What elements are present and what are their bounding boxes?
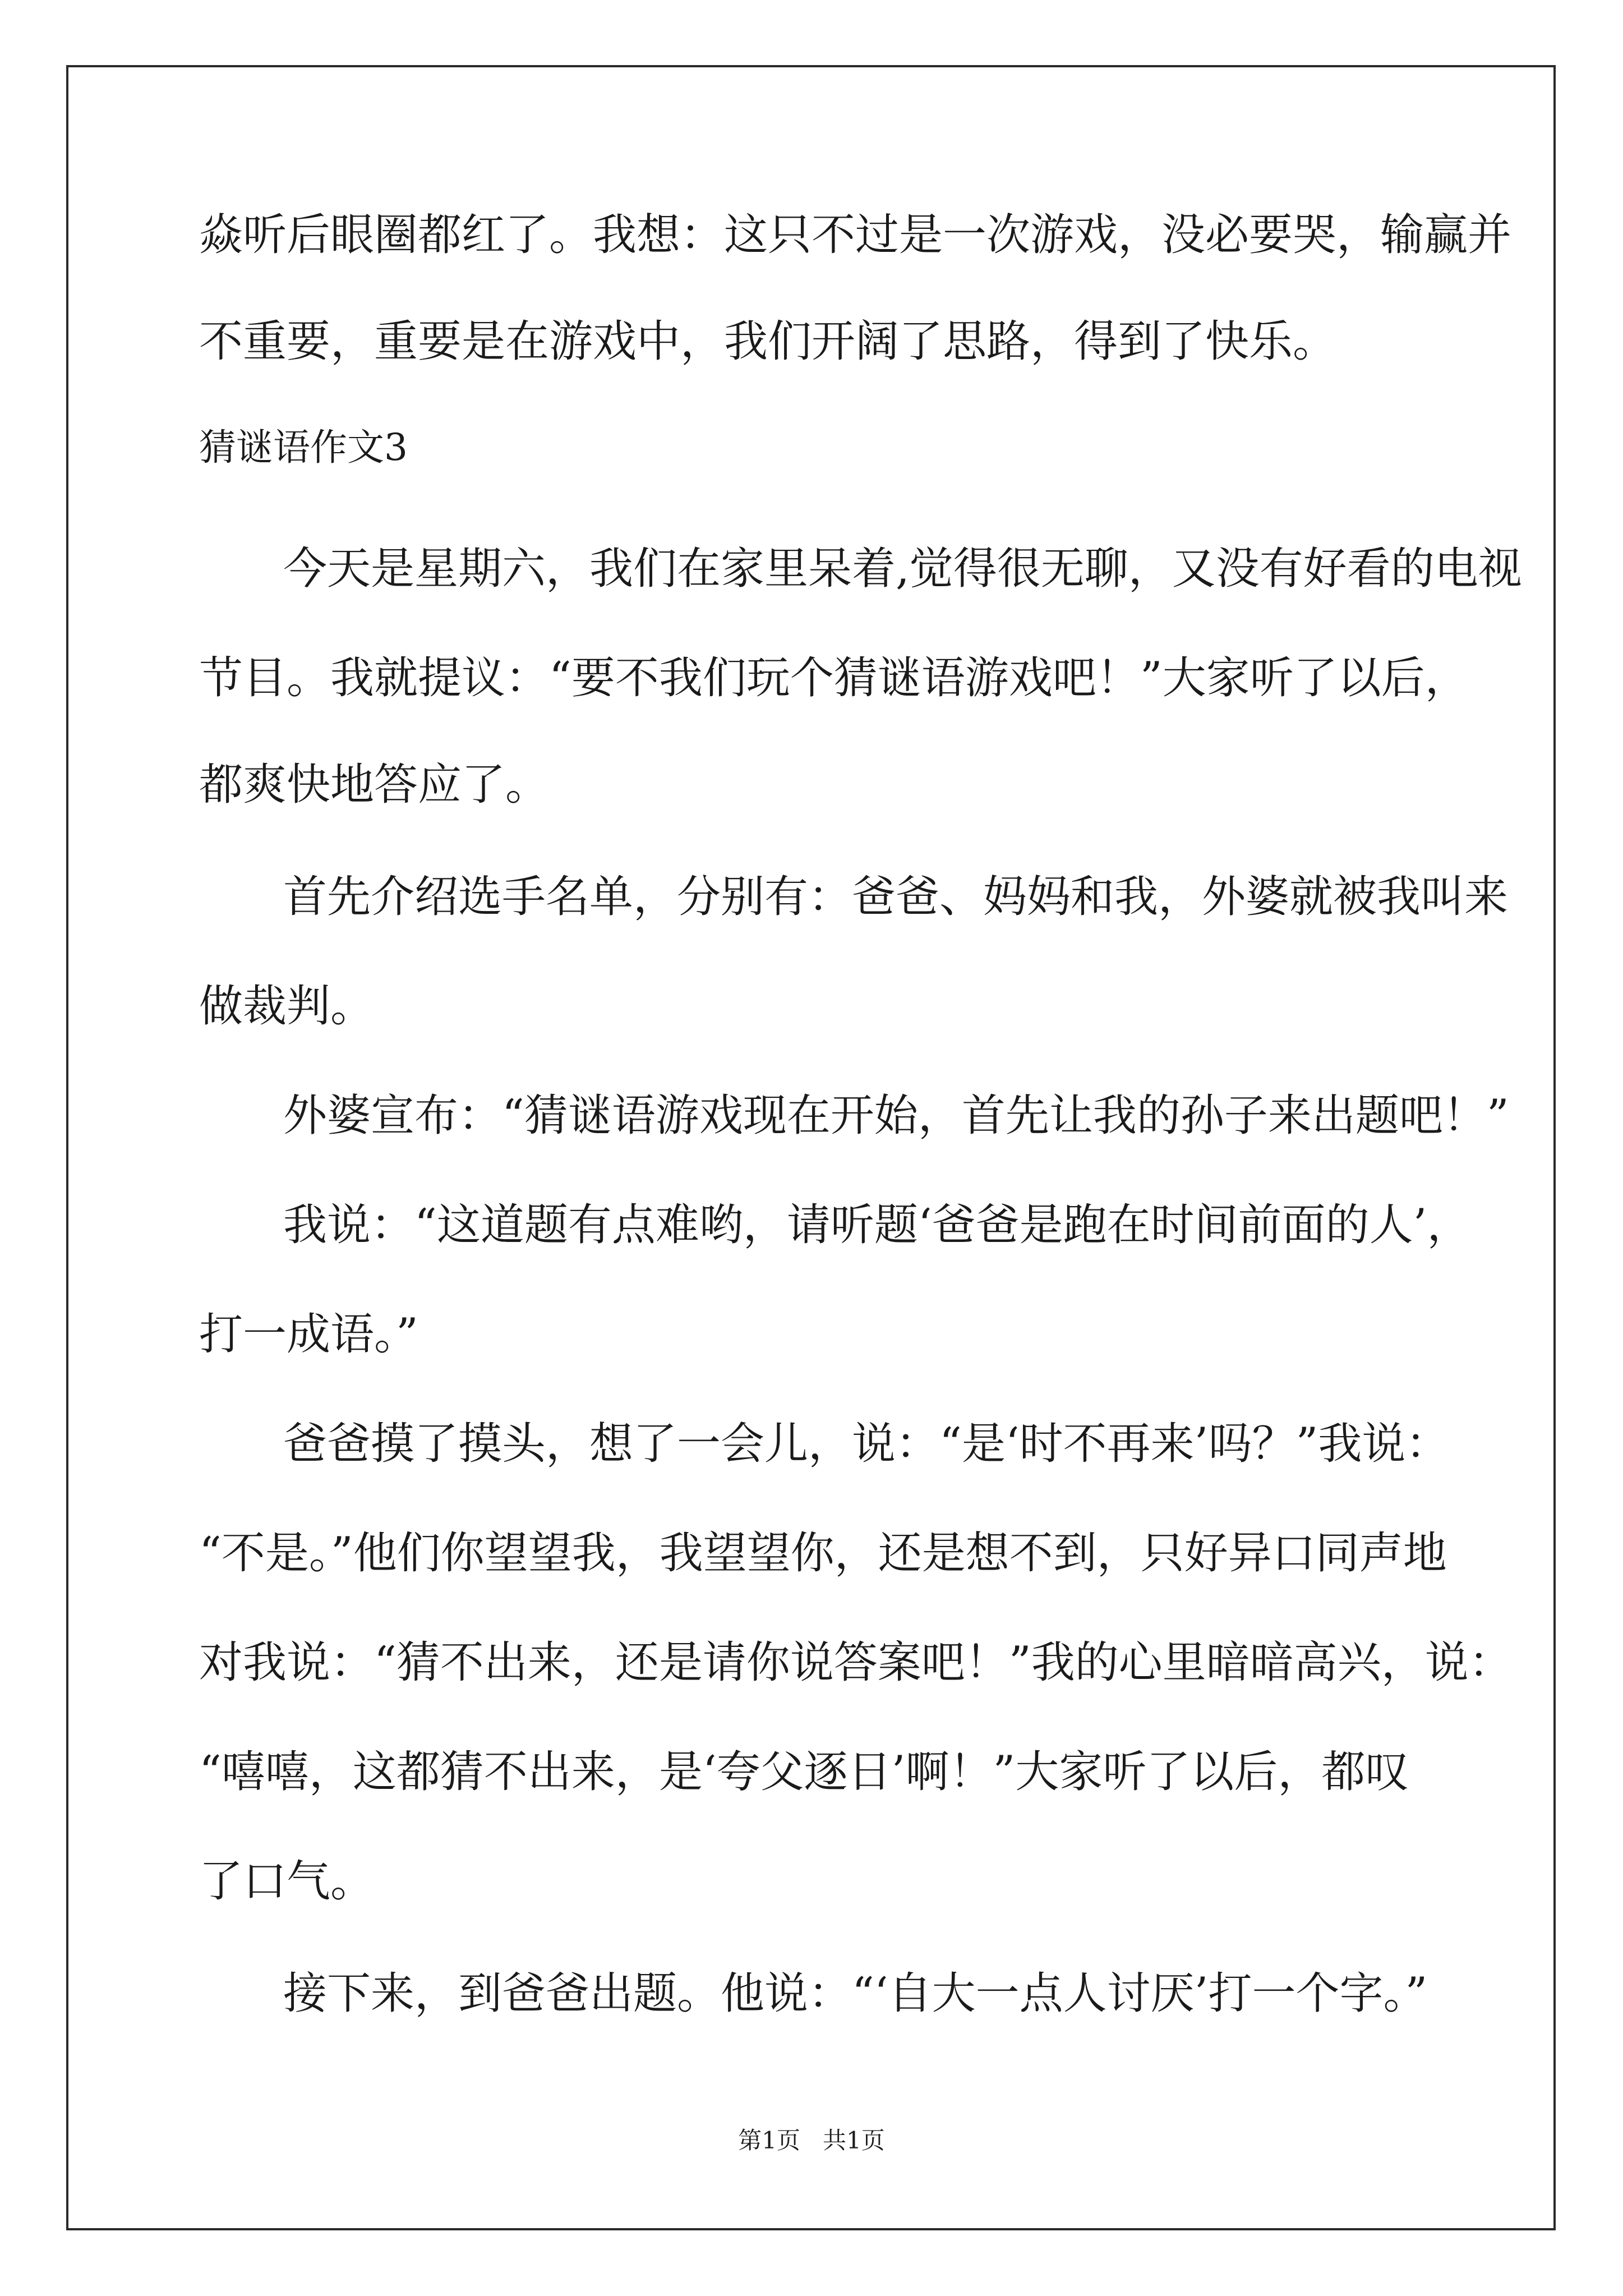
page-number: 第1页: [738, 2127, 800, 2154]
paragraph-first-line: 我说：“这道题有点难哟，请听题‘爸爸是跑在时间前面的人’，: [283, 1200, 1471, 1250]
paragraph-first-line: 接下来，到爸爸出题。他说：“‘自大一点人讨厌’打一个字。”: [283, 1968, 1428, 2019]
paragraph-first-line: 外婆宣布：“猜谜语游戏现在开始，首先让我的孙子来出题吧！”: [283, 1091, 1509, 1141]
text-line: “嘻嘻，这都猜不出来，是‘夸父逐日’啊！”大家听了以后，都叹: [199, 1747, 1409, 1797]
text-line: 都爽快地答应了。: [199, 760, 550, 810]
page-total: 共1页: [823, 2127, 885, 2154]
text-line: 不重要，重要是在游戏中，我们开阔了思路，得到了快乐。: [199, 316, 1337, 367]
text-line: 对我说：“猜不出来，还是请你说答案吧！”我的心里暗暗高兴，说：: [199, 1637, 1513, 1688]
paragraph-first-line: 首先介绍选手名单，分别有：爸爸、妈妈和我，外婆就被我叫来: [283, 872, 1509, 922]
text-line: “不是。”他们你望望我，我望望你，还是想不到，只好异口同声地: [199, 1528, 1447, 1579]
paragraph-first-line: 今天是星期六，我们在家里呆着,觉得很无聊，又没有好看的电视: [283, 544, 1522, 594]
text-line: 打一成语。”: [199, 1309, 418, 1360]
text-line: 节目。我就提议：“要不我们玩个猜谜语游戏吧！”大家听了以后，: [199, 653, 1469, 703]
text-line: 做裁判。: [199, 981, 375, 1032]
paragraph-first-line: 爸爸摸了摸头，想了一会儿，说：“是‘时不再来’吗？”我说：: [283, 1419, 1450, 1469]
page-footer: [0, 2129, 1623, 2152]
section-heading: 猜谜语作文3: [199, 426, 408, 469]
text-line: 焱听后眼圈都红了。我想：这只不过是一次游戏，没必要哭，输赢并: [199, 210, 1512, 260]
text-line: 了口气。: [199, 1856, 375, 1907]
